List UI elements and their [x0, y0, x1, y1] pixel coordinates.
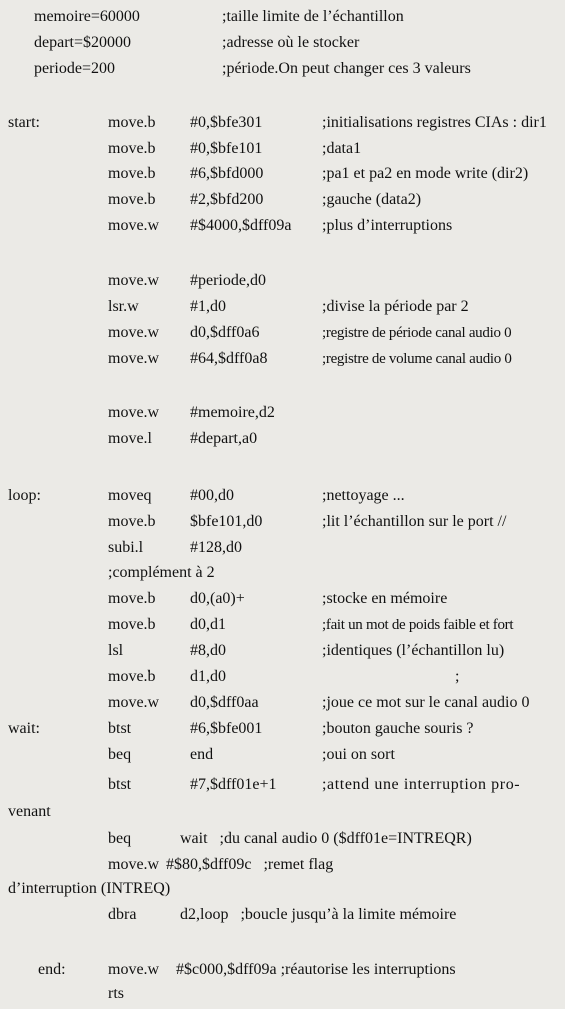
- code-line: [0, 426, 565, 452]
- operand-text: #128,d0: [190, 539, 242, 556]
- opcode-text: move.b: [108, 114, 156, 131]
- code-line: [0, 268, 565, 294]
- opcode-text: move.b: [108, 590, 156, 607]
- operand-text: end: [190, 746, 214, 763]
- operand-comment-text: #$80,$dff09c ;remet flag: [166, 856, 334, 873]
- comment-text: ;stocke en mémoire: [322, 590, 448, 607]
- opcode-text: move.w: [108, 694, 160, 711]
- operand-text: d1,d0: [190, 668, 226, 685]
- opcode-text: rts: [108, 985, 124, 1002]
- opcode-text: move.w: [108, 324, 160, 341]
- comment-continuation-text: d’interruption (INTREQ): [8, 880, 171, 897]
- operand-text: #00,d0: [190, 487, 234, 504]
- operand-text: #8,d0: [190, 642, 226, 659]
- comment-continuation-text: venant: [8, 803, 51, 820]
- comment-text: ;lit l’échantillon sur le port //: [322, 513, 507, 530]
- comment-text: ;gauche (data2): [322, 191, 422, 208]
- code-line-wrap: [0, 799, 565, 825]
- operand-text: #0,$bfe301: [190, 114, 263, 131]
- opcode-text: lsl: [108, 642, 124, 659]
- operand-text: d0,$dff0aa: [190, 694, 259, 711]
- opcode-text: lsr.w: [108, 298, 139, 315]
- code-line: [0, 981, 565, 1007]
- code-line-start: [0, 110, 565, 136]
- opcode-text: move.w: [108, 217, 160, 234]
- code-line-end: [0, 957, 565, 983]
- comment-text: ;complément à 2: [108, 564, 215, 581]
- opcode-text: btst: [108, 776, 132, 793]
- opcode-text: move.b: [108, 165, 156, 182]
- opcode-text: moveq: [108, 487, 152, 504]
- code-line: [0, 902, 565, 928]
- comment-text: ;joue ce mot sur le canal audio 0: [322, 694, 530, 711]
- comment-text: ;plus d’interruptions: [322, 217, 453, 234]
- label-text: end:: [38, 961, 66, 978]
- operand-text: d0,d1: [190, 616, 226, 633]
- assign-text: depart=$20000: [34, 34, 131, 51]
- operand-text: #7,$dff01e+1: [190, 776, 277, 793]
- opcode-text: move.b: [108, 668, 156, 685]
- code-line: [0, 664, 565, 690]
- label-text: start:: [8, 114, 40, 131]
- operand-text: #0,$bfe101: [190, 140, 263, 157]
- code-line: [0, 213, 565, 239]
- code-line: [0, 742, 565, 768]
- label-text: wait:: [8, 720, 40, 737]
- operand-text: #$4000,$dff09a: [190, 217, 292, 234]
- opcode-text: move.w: [108, 856, 160, 873]
- operand-text: d0,(a0)+: [190, 590, 245, 607]
- operand-text: #1,d0: [190, 298, 226, 315]
- opcode-text: move.w: [108, 404, 160, 421]
- opcode-text: beq: [108, 830, 132, 847]
- opcode-text: move.b: [108, 513, 156, 530]
- comment-text: ;: [455, 668, 460, 685]
- header-line-memoire: [0, 4, 565, 30]
- comment-text: ;divise la période par 2: [322, 298, 469, 315]
- code-line-loop: [0, 483, 565, 509]
- operand-text: #6,$bfe001: [190, 720, 263, 737]
- code-line: [0, 638, 565, 664]
- comment-text: ;data1: [322, 140, 362, 157]
- opcode-text: dbra: [108, 906, 137, 923]
- code-line: [0, 400, 565, 426]
- code-line: [0, 320, 565, 346]
- comment-text: ;initialisations registres CIAs : dir1: [322, 114, 547, 131]
- operand-text: #memoire,d2: [190, 404, 275, 421]
- comment-text: ;bouton gauche souris ?: [322, 720, 474, 737]
- label-text: loop:: [8, 487, 41, 504]
- code-line: [0, 690, 565, 716]
- code-line: [0, 509, 565, 535]
- opcode-text: subi.l: [108, 539, 144, 556]
- comment-text: ;taille limite de l’échantillon: [222, 8, 404, 25]
- operand-text: $bfe101,d0: [190, 513, 263, 530]
- comment-text: ;période.On peut changer ces 3 valeurs: [222, 60, 471, 77]
- operand-text: #2,$bfd200: [190, 191, 264, 208]
- operand-text: #depart,a0: [190, 430, 258, 447]
- code-line: [0, 772, 565, 798]
- opcode-text: btst: [108, 720, 132, 737]
- comment-text: ;adresse où le stocker: [222, 34, 360, 51]
- code-line: [0, 535, 565, 561]
- code-line: [0, 586, 565, 612]
- opcode-text: beq: [108, 746, 132, 763]
- operand-comment-text: wait ;du canal audio 0 ($dff01e=INTREQR): [180, 830, 472, 847]
- comment-text: ;pa1 et pa2 en mode write (dir2): [322, 165, 529, 182]
- code-line-wrap: [0, 876, 565, 902]
- code-line: [0, 136, 565, 162]
- comment-text: ;registre de volume canal audio 0: [322, 351, 512, 367]
- operand-text: #64,$dff0a8: [190, 350, 268, 367]
- comment-text: ;registre de période canal audio 0: [322, 325, 512, 341]
- code-line-comment: [0, 560, 565, 586]
- opcode-text: move.b: [108, 191, 156, 208]
- code-line: [0, 346, 565, 372]
- code-line: [0, 161, 565, 187]
- code-line: [0, 852, 565, 878]
- comment-text: ;fait un mot de poids faible et fort: [322, 617, 514, 633]
- opcode-text: move.b: [108, 140, 156, 157]
- operand-comment-text: #$c000,$dff09a ;réautorise les interruptions: [176, 961, 456, 978]
- assign-text: periode=200: [34, 60, 115, 77]
- header-line-periode: [0, 56, 565, 82]
- opcode-text: move.w: [108, 350, 160, 367]
- comment-text: ;attend une interruption pro-: [322, 776, 521, 793]
- code-line-wait: [0, 716, 565, 742]
- assign-text: memoire=60000: [34, 8, 140, 25]
- header-line-depart: [0, 30, 565, 56]
- operand-text: #periode,d0: [190, 272, 266, 289]
- comment-text: ;identiques (l’échantillon lu): [322, 642, 505, 659]
- code-line: [0, 294, 565, 320]
- opcode-text: move.l: [108, 430, 152, 447]
- comment-text: ;nettoyage ...: [322, 487, 405, 504]
- operand-text: d0,$dff0a6: [190, 324, 260, 341]
- comment-text: ;oui on sort: [322, 746, 395, 763]
- opcode-text: move.w: [108, 272, 160, 289]
- code-line: [0, 612, 565, 638]
- operand-text: #6,$bfd000: [190, 165, 264, 182]
- code-line: [0, 187, 565, 213]
- opcode-text: move.b: [108, 616, 156, 633]
- opcode-text: move.w: [108, 961, 160, 978]
- operand-comment-text: d2,loop ;boucle jusqu’à la limite mémoire: [180, 906, 457, 923]
- code-line: [0, 826, 565, 852]
